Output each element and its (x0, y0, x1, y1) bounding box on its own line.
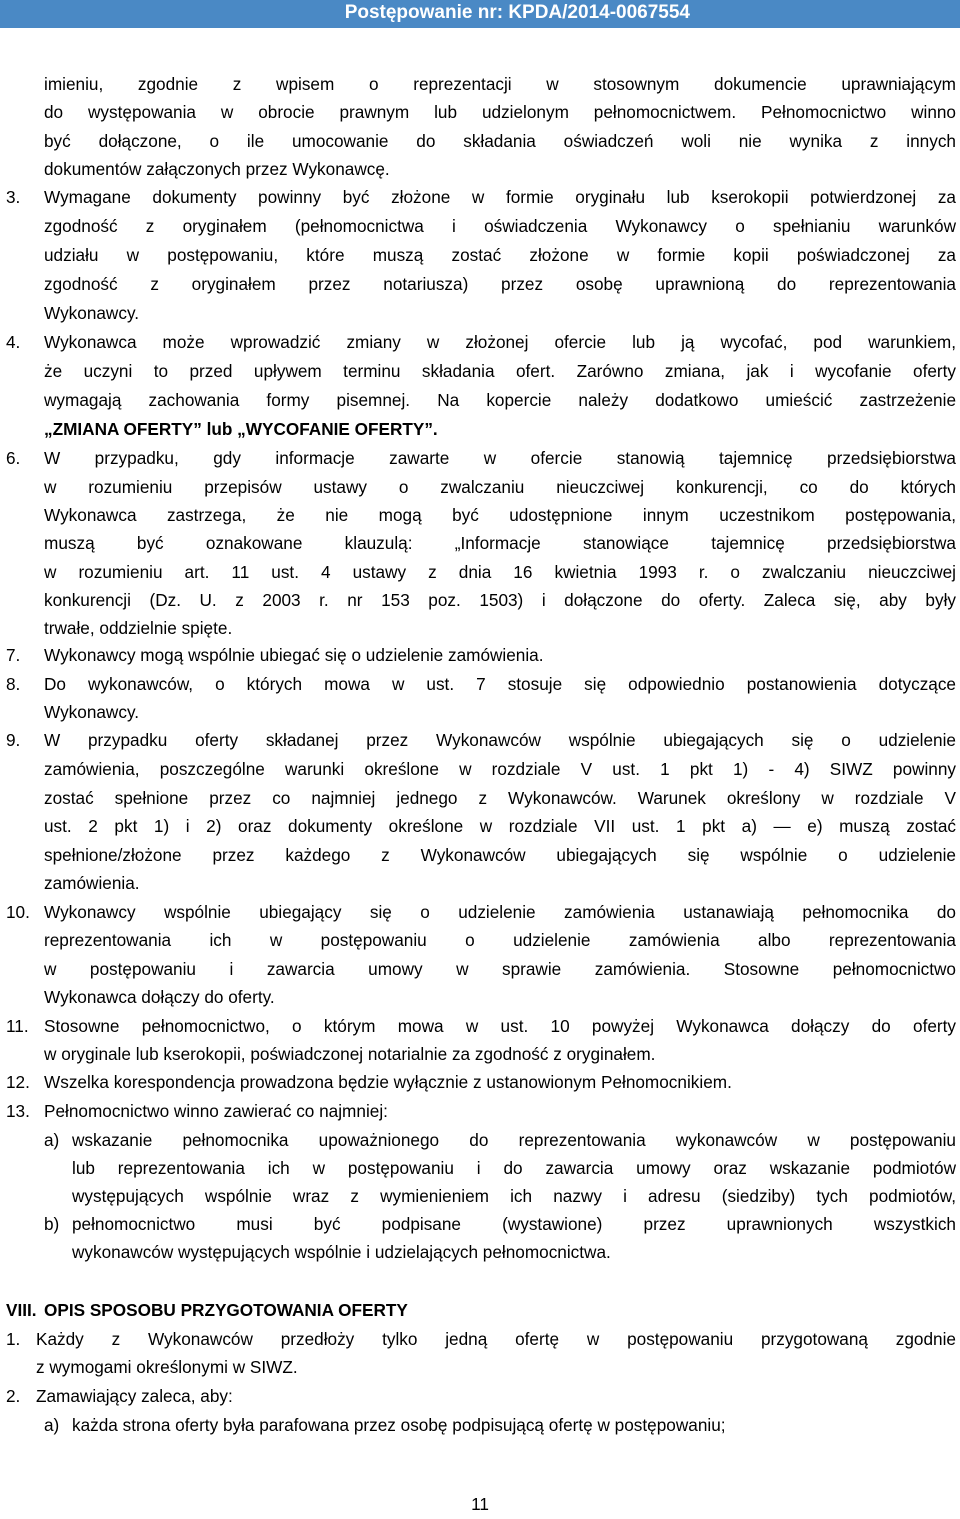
text-line: „ZMIANA OFERTY” lub „WYCOFANIE OFERTY”. (44, 419, 438, 439)
text-line: wykonawców występujących wspólnie i udzielających pełnomocnictwa. (72, 1242, 611, 1262)
text-line: że uczyni to przed upływem terminu składania ofert. Zarówno zmiana, jak i wycofanie oferty (44, 361, 956, 381)
text-line: zamówienia, poszczególne warunki określone w rozdziale V ust. 1 pkt 1) - 4) SIWZ powinny (44, 759, 956, 779)
text-line: trwałe, oddzielnie spięte. (44, 618, 233, 638)
section-heading: OPIS SPOSOBU PRZYGOTOWANIA OFERTY (44, 1300, 408, 1320)
text-line: w rozumieniu przepisów ustawy o zwalczaniu nieuczciwej konkurencji, co do których (44, 477, 956, 497)
text-line: wskazanie pełnomocnika upoważnionego do reprezentowania wykonawców w postępowaniu (72, 1130, 956, 1150)
text-line: Wykonawcy wspólnie ubiegający się o udzielenie zamówienia ustanawiają pełnomocnika do (44, 902, 956, 922)
text-line: w rozumieniu art. 11 ust. 4 ustawy z dnia 16 kwietnia 1993 r. o zwalczaniu nieuczciwej (44, 562, 956, 582)
text-line: pełnomocnictwo musi być podpisane (wystawione) przez uprawnionych wszystkich (72, 1214, 956, 1234)
text-line: konkurencji (Dz. U. z 2003 r. nr 153 poz. 1503) i dołączone do oferty. Zaleca się, aby były (44, 590, 956, 610)
text-line: udziału w postępowaniu, które muszą zostać złożone w formie kopii poświadczonej za (44, 245, 956, 265)
list-marker: 7. (6, 645, 21, 665)
list-marker: 2. (6, 1386, 21, 1406)
text-line: Wykonawcy mogą wspólnie ubiegać się o udzielenie zamówienia. (44, 645, 544, 665)
text-line: w postępowaniu i zawarcia umowy w sprawie zamówienia. Stosowne pełnomocnictwo (44, 959, 956, 979)
page-number: 11 (471, 1494, 489, 1514)
text-line: Wykonawca może wprowadzić zmiany w złożonej ofercie lub ją wycofać, pod warunkiem, (44, 332, 956, 352)
text-line: lub reprezentowania ich w postępowaniu i do zawarcia umowy oraz wskazanie podmiotów (72, 1158, 956, 1178)
list-marker: 12. (6, 1072, 30, 1092)
text-line: Wykonawcy. (44, 702, 140, 722)
text-line: muszą być oznakowane klauzulą: „Informacje stanowiące tajemnicę przedsiębiorstwa (44, 533, 956, 553)
text-line: zamówienia. (44, 873, 140, 893)
list-marker: 8. (6, 674, 21, 694)
text-line: zgodność z oryginałem (pełnomocnictwa i oświadczenia Wykonawcy o spełnianiu warunków (44, 216, 956, 236)
list-marker: 4. (6, 332, 21, 352)
list-marker: a) (44, 1130, 60, 1150)
list-marker: a) (44, 1415, 60, 1435)
text-line: reprezentowania ich w postępowaniu o udzielenie zamówienia albo reprezentowania (44, 930, 956, 950)
text-line: Wymagane dokumenty powinny być złożone w formie oryginału lub kserokopii potwierdzonej za (44, 187, 956, 207)
list-marker: 11. (6, 1016, 29, 1036)
text-line: do występowania w obrocie prawnym lub udzielonym pełnomocnictwem. Pełnomocnictwo winno (44, 102, 956, 122)
list-marker: 6. (6, 448, 21, 468)
list-marker: 9. (6, 730, 21, 750)
text-line: Stosowne pełnomocnictwo, o którym mowa w ust. 10 powyżej Wykonawca dołączy do oferty (44, 1016, 956, 1036)
text-line: Wykonawcy. (44, 303, 140, 323)
list-marker: 13. (6, 1101, 30, 1121)
text-line: W przypadku, gdy informacje zawarte w ofercie stanowią tajemnicę przedsiębiorstwa (44, 448, 956, 468)
text-line: imieniu, zgodnie z wpisem o reprezentacji w stosownym dokumencie uprawniającym (44, 74, 956, 94)
procedure-number: Postępowanie nr: KPDA/2014-0067554 (344, 2, 690, 23)
text-line: Wykonawca dołączy do oferty. (44, 987, 275, 1007)
text-line: występujących wspólnie wraz z wymienieniem ich nazwy i adresu (siedziby) tych podmiotów, (72, 1186, 956, 1206)
text-line: wymagają zachowania formy pisemnej. Na kopercie należy dodatkowo umieścić zastrzeżenie (44, 390, 956, 410)
text-line: Pełnomocnictwo winno zawierać co najmniej: (44, 1101, 388, 1121)
text-line: Wszelka korespondencja prowadzona będzie wyłącznie z ustanowionym Pełnomocnikiem. (44, 1072, 732, 1092)
text-line: w oryginale lub kserokopii, poświadczonej notarialnie za zgodność z oryginałem. (44, 1044, 656, 1064)
list-marker: 10. (6, 902, 30, 922)
text-line: każda strona oferty była parafowana przez osobę podpisującą ofertę w postępowaniu; (72, 1415, 726, 1435)
text-line: z wymogami określonymi w SIWZ. (36, 1357, 298, 1377)
text-line: Każdy z Wykonawców przedłoży tylko jedną ofertę w postępowaniu przygotowaną zgodnie (36, 1329, 956, 1349)
list-marker: 3. (6, 187, 21, 207)
text-line: W przypadku oferty składanej przez Wykonawców wspólnie ubiegających się o udzielenie (44, 730, 956, 750)
text-line: spełnione/złożone przez każdego z Wykonawców ubiegających się wspólnie o udzielenie (44, 845, 956, 865)
list-marker: 1. (6, 1329, 21, 1349)
section-marker: VIII. (6, 1300, 37, 1320)
text-line: ust. 2 pkt 1) i 2) oraz dokumenty określone w rozdziale VII ust. 1 pkt a) — e) muszą zostać (44, 816, 956, 836)
text-line: Wykonawca zastrzega, że nie mogą być udostępnione innym uczestnikom postępowania, (44, 505, 956, 525)
text-line: Zamawiający zaleca, aby: (36, 1386, 233, 1406)
text-line: zgodność z oryginałem przez notariusza) przez osobę uprawnioną do reprezentowania (44, 274, 956, 294)
text-line: być dołączone, o ile umocowanie do składania oświadczeń woli nie wynika z innych (44, 131, 956, 151)
list-marker: b) (44, 1214, 60, 1234)
document-header (0, 0, 960, 28)
text-line: Do wykonawców, o których mowa w ust. 7 stosuje się odpowiednio postanowienia dotyczące (44, 674, 956, 694)
text-line: zostać spełnione przez co najmniej jednego z Wykonawców. Warunek określony w rozdziale V (44, 788, 956, 808)
text-line: dokumentów załączonych przez Wykonawcę. (44, 159, 390, 179)
